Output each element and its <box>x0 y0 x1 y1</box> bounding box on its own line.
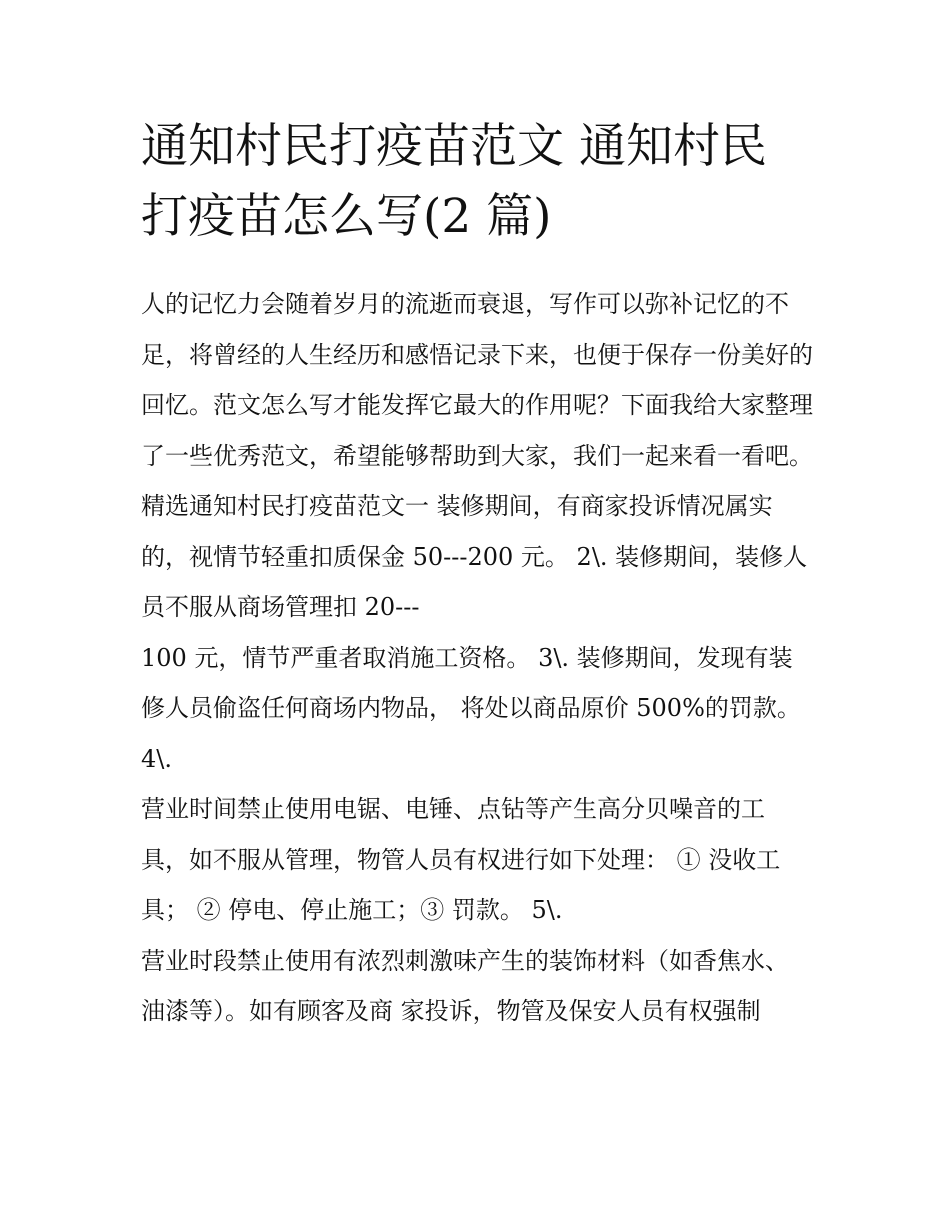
body-line: 营业时段禁止使用有浓烈刺激味产生的装饰材料（如香焦水、 <box>141 946 789 975</box>
intro-paragraph: 人的记忆力会随着岁月的流逝而衰退，写作可以弥补记忆的不足，将曾经的人生经历和感悟记录下来，也便于保存一份美好的回忆。范文怎么写才能发挥它最大的作用呢？下面我给大家整理了一些优秀范文，希望能够帮助到大家，我们一起来看一看吧。 <box>141 290 813 470</box>
document-title: 通知村民打疫苗范文 通知村民打疫苗怎么写(2 篇) <box>141 119 767 244</box>
body-line: 100 元，情节严重者取消施工资格。 3\. 装修期间，发现有装 <box>141 643 793 672</box>
body-line: 具； ② 停电、停止施工；③ 罚款。 5\. <box>141 896 563 924</box>
body-text <box>141 481 813 1037</box>
body-line: 的，视情节轻重扣质保金 50---200 元。 2\. 装修期间，装修人 <box>141 542 808 571</box>
body-line: 员不服从商场管理扣 20--- <box>141 593 420 621</box>
body-line: 营业时间禁止使用电锯、电锤、点钻等产生高分贝噪音的工 <box>141 795 765 823</box>
body-line: 4\. <box>141 744 172 773</box>
body-line: 油漆等）。如有顾客及商 家投诉，物管及保安人员有权强制 <box>141 997 761 1025</box>
body-line: 精选通知村民打疫苗范文一 装修期间，有商家投诉情况属实 <box>141 492 773 520</box>
document-page <box>141 112 813 1037</box>
body-line: 修人员偷盗任何商场内物品， 将处以商品原价 500%的罚款。 <box>141 694 801 722</box>
body-line: 具，如不服从管理，物管人员有权进行如下处理： ① 没收工 <box>141 845 781 874</box>
